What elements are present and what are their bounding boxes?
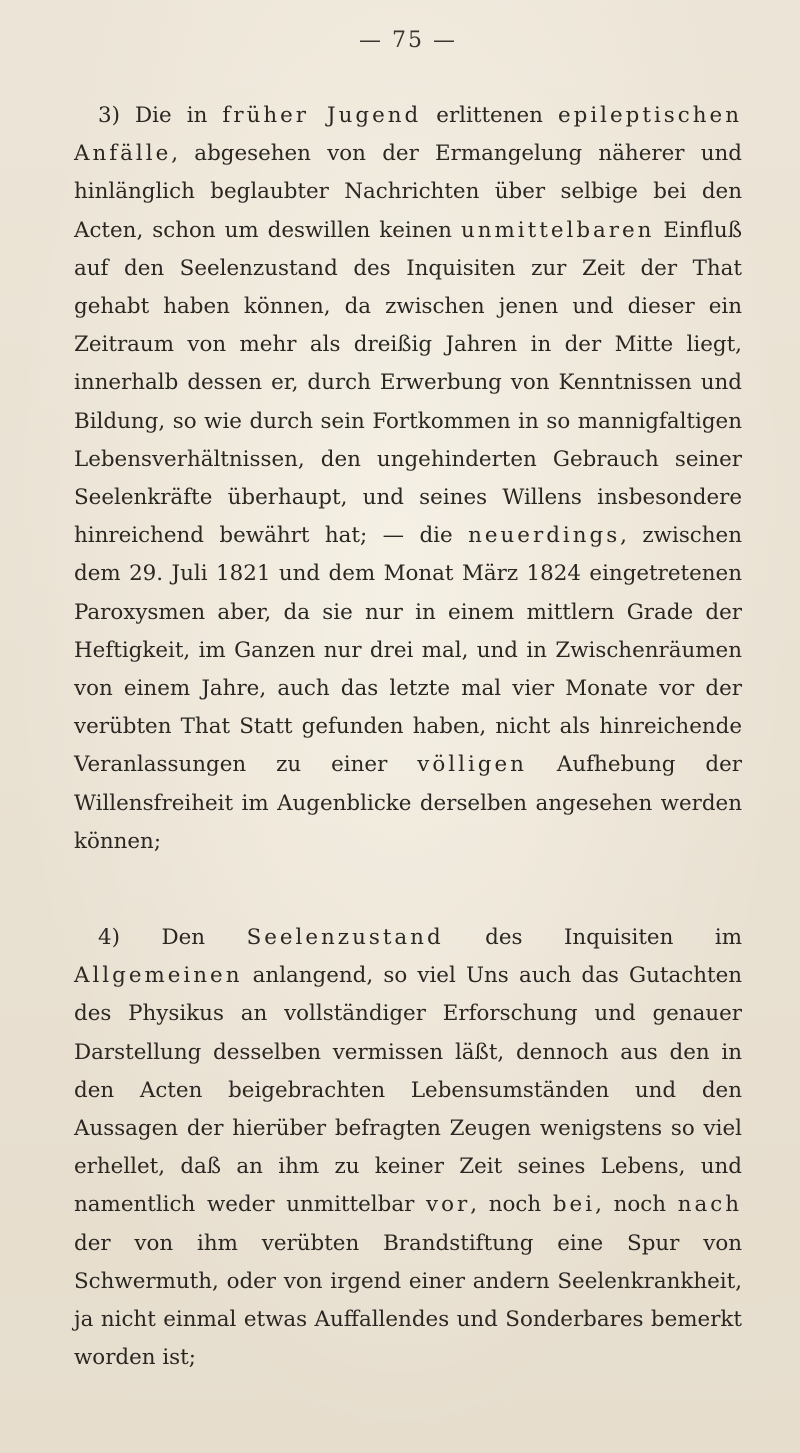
text-run: , noch bbox=[595, 1192, 678, 1218]
emphasized-text: völligen bbox=[417, 752, 527, 778]
emphasized-text: Allgemeinen bbox=[74, 963, 243, 989]
page-number: — 75 — bbox=[359, 28, 457, 53]
paragraph-3 bbox=[74, 97, 742, 861]
emphasized-text: vor bbox=[426, 1192, 471, 1218]
text-run: , noch bbox=[470, 1192, 553, 1218]
text-run: Die in bbox=[135, 103, 223, 128]
emphasized-text: Seelenzustand bbox=[246, 925, 444, 951]
emphasized-text: unmittelbaren bbox=[460, 217, 655, 243]
text-run: Aufhebung der Willensfreiheit im Augenblicke derselben angesehen werden können; bbox=[74, 752, 742, 854]
text-run: , zwischen dem 29. Juli 1821 und dem Monat März 1824 eingetretenen Paroxysmen aber, da sie nur in einem mittlern Grade der Heftigkeit, im Ganzen nur drei mal, und in Zwischenräumen von einem Jahre, auch das letzte mal vier Monate vor der verübten That Statt gefunden haben, nicht als hinreichende Veranlassungen zu einer bbox=[74, 523, 742, 778]
text-run: des Inquisiten im bbox=[443, 925, 742, 951]
text-run: Einfluß auf den Seelenzustand des Inquisiten zur Zeit der That gehabt haben können, da zwischen jenen und dieser ein Zeitraum von mehr als dreißig Jahren in der Mitte liegt, innerhalb dessen er, durch Erwerbung von Kenntnissen und Bildung, so wie durch sein Fortkommen in so mannigfaltigen Lebensverhältnissen, den ungehinderten Gebrauch seiner Seelenkräfte überhaupt, und seines Willens insbesondere hinreichend bewährt hat; — die bbox=[74, 217, 742, 549]
paragraph-4 bbox=[74, 919, 742, 1377]
paragraph-number: 4) bbox=[98, 925, 120, 951]
text-run: , abgesehen von der Ermangelung näherer und hinlänglich beglaubter Nachrichten über selbige bei den Acten, schon um deswillen keinen bbox=[74, 141, 742, 243]
emphasized-text: neuerdings bbox=[468, 523, 621, 549]
emphasized-text: nach bbox=[677, 1192, 742, 1218]
text-run: der von ihm verübten Brandstiftung eine Spur von Schwermuth, oder von irgend einer andern Seelenkrankheit, ja nicht einmal etwas Auffallendes und Sonderbares bemerkt worden ist; bbox=[74, 1230, 742, 1371]
text-run: anlangend, so viel Uns auch das Gutachten des Physikus an vollständiger Erforschung und genauer Darstellung desselben vermissen läßt, dennoch aus den in den Acten beigebrachten Lebensumständen und den Aussagen der hierüber befragten Zeugen wenigstens so viel erhellet, daß an ihm zu keiner Zeit seines Lebens, und namentlich weder unmittelbar bbox=[74, 963, 742, 1218]
paragraph-number: 3) bbox=[98, 103, 120, 128]
emphasized-text: früher Jugend bbox=[222, 103, 422, 128]
text-run: Den bbox=[161, 925, 247, 951]
emphasized-text: epileptischen Anfälle bbox=[74, 103, 742, 167]
emphasized-text: bei bbox=[552, 1192, 596, 1218]
text-run: erlittenen bbox=[421, 103, 558, 128]
